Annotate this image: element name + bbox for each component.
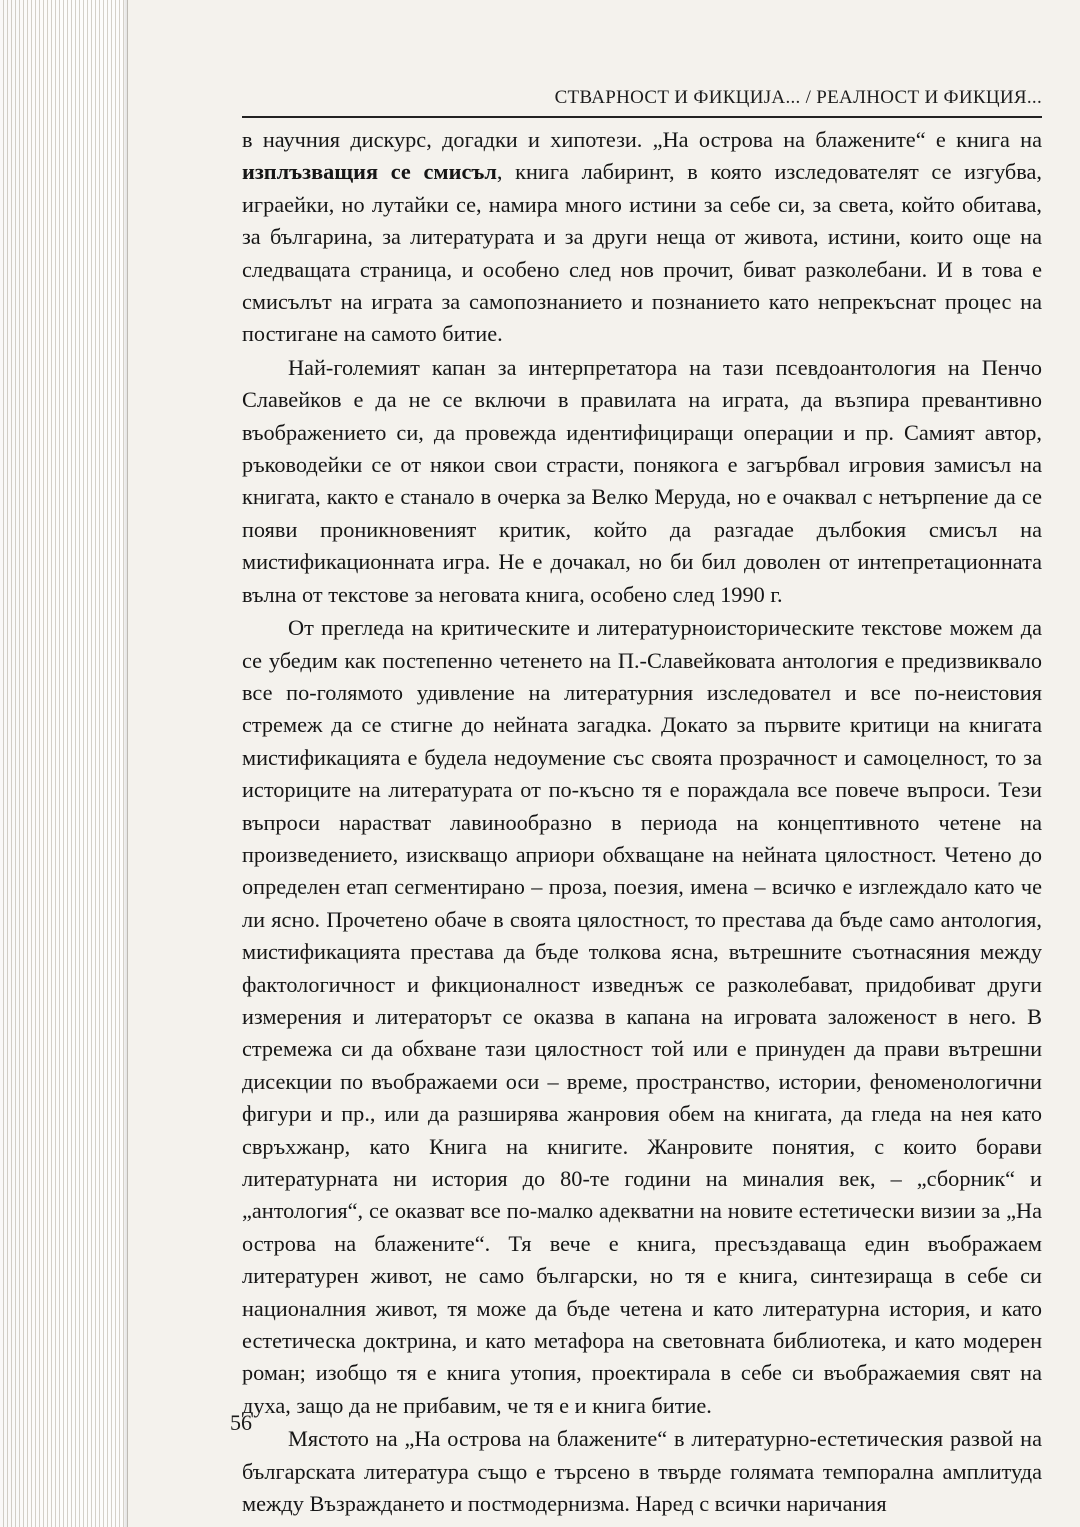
book-page <box>128 0 1080 1527</box>
paragraph-1 <box>242 124 1042 351</box>
running-header: СТВАРНОСТ И ФИКЦИЈА... / РЕАЛНОСТ И ФИКЦИЯ... <box>554 87 1042 108</box>
paragraph-3: От прегледа на критическите и литературноисторическите текстове можем да се убедим как постепенно четенето на П.-Славейковата антология е предизвиквало все по-голямото удивление на литературния изследовател и все по-неистовия стремеж да се стигне до нейната загадка. Докато за първите критици на книгата мистификацията е будела недоумение със своята прозрачност и самоцелност, то за историците на литературата от по-късно тя е пораждала все повече въпроси. Тези въпроси нарастват лавинообразно в периода на концептивното четене на произведението, изискващо априори обхващане на нейната цялостност. Четено до определен етап сегментирано – проза, поезия, имена – всичко е изглеждало като че ли ясно. Прочетено обаче в своята цялостност, то престава да бъде само антология, мистификацията престава да бъде толкова ясна, вътрешните съотнасяния между фактологичност и фикционалност изведнъж се разколебават, придобиват други измерения и литераторът се оказва в капана на игровата заложеност в него. В стремежа си да обхване тази цялостност той или е принуден да прави вътрешни дисекции по въображаеми оси – време, пространство, истории, феноменологични фигури и пр., или да разширява жанровия обем на книгата, да гледа на нея като свръхжанр, като Книга на книгите. Жанровите понятия, с които борави литературната ни история до 80-те години на миналия век, – „сборник“ и „антология“, се оказват все по-малко адекватни на новите естетически визии за „На острова на блажените“. Тя вече е книга, пресъздаваща един въображаем литературен живот, не само български, но тя е книга, синтезираща в себе си националния живот, тя може да бъде четена и като литературна история, и като естетическа доктрина, и като метафора на световната библиотека, и като модерен роман; изобщо тя е книга утопия, проектирала в себе си въображаемия свят на духа, защо да не прибавим, че тя е и книга битие. <box>242 615 1042 1418</box>
paragraph-1-text-a: в научния дискурс, догадки и хипотези. „На острова на блажените“ е книга на <box>242 127 1042 152</box>
paragraph-4: Мястото на „На острова на блажените“ в литературно-естетическия развой на българската литература също е търсено в твърде голямата темпорална амплитуда между Възраждането и постмодернизма. Наред с всички наричания <box>242 1426 1042 1517</box>
page-number: 56 <box>230 1410 252 1435</box>
header-rule <box>242 116 1042 118</box>
body-text <box>242 124 1042 1520</box>
bold-phrase: изплъзващия се смисъл <box>242 159 497 185</box>
stacked-page-edges <box>0 0 130 1527</box>
paragraph-1-text-b: , книга лабиринт, в която изследователят се изгубва, играейки, но лутайки се, намира много истини за себе си, за света, който обитава, за българина, за литературата и за други неща от живота, истини, които още на следващата страница, и особено след нов прочит, биват разколебани. И в това е смисълът на играта за самопознанието и познанието като непрекъснат процес на постигане на самото битие. <box>242 159 1042 347</box>
paragraph-2: Най-големият капан за интерпретатора на тази псевдоантология на Пенчо Славейков е да не се включи в правилата на играта, да възпира превантивно въображението си, да провежда идентифициращи операции и пр. Самият автор, ръководейки се от някои свои страсти, понякога е загърбвал игровия замисъл на книгата, както е станало в очерка за Велко Меруда, но е очаквал с нетърпение да се появи проникновеният критик, който да разгадае дълбокия смисъл на мистификационната игра. Не е дочакал, но би бил доволен от интепретационната вълна от текстове за неговата книга, особено след 1990 г. <box>242 354 1042 607</box>
